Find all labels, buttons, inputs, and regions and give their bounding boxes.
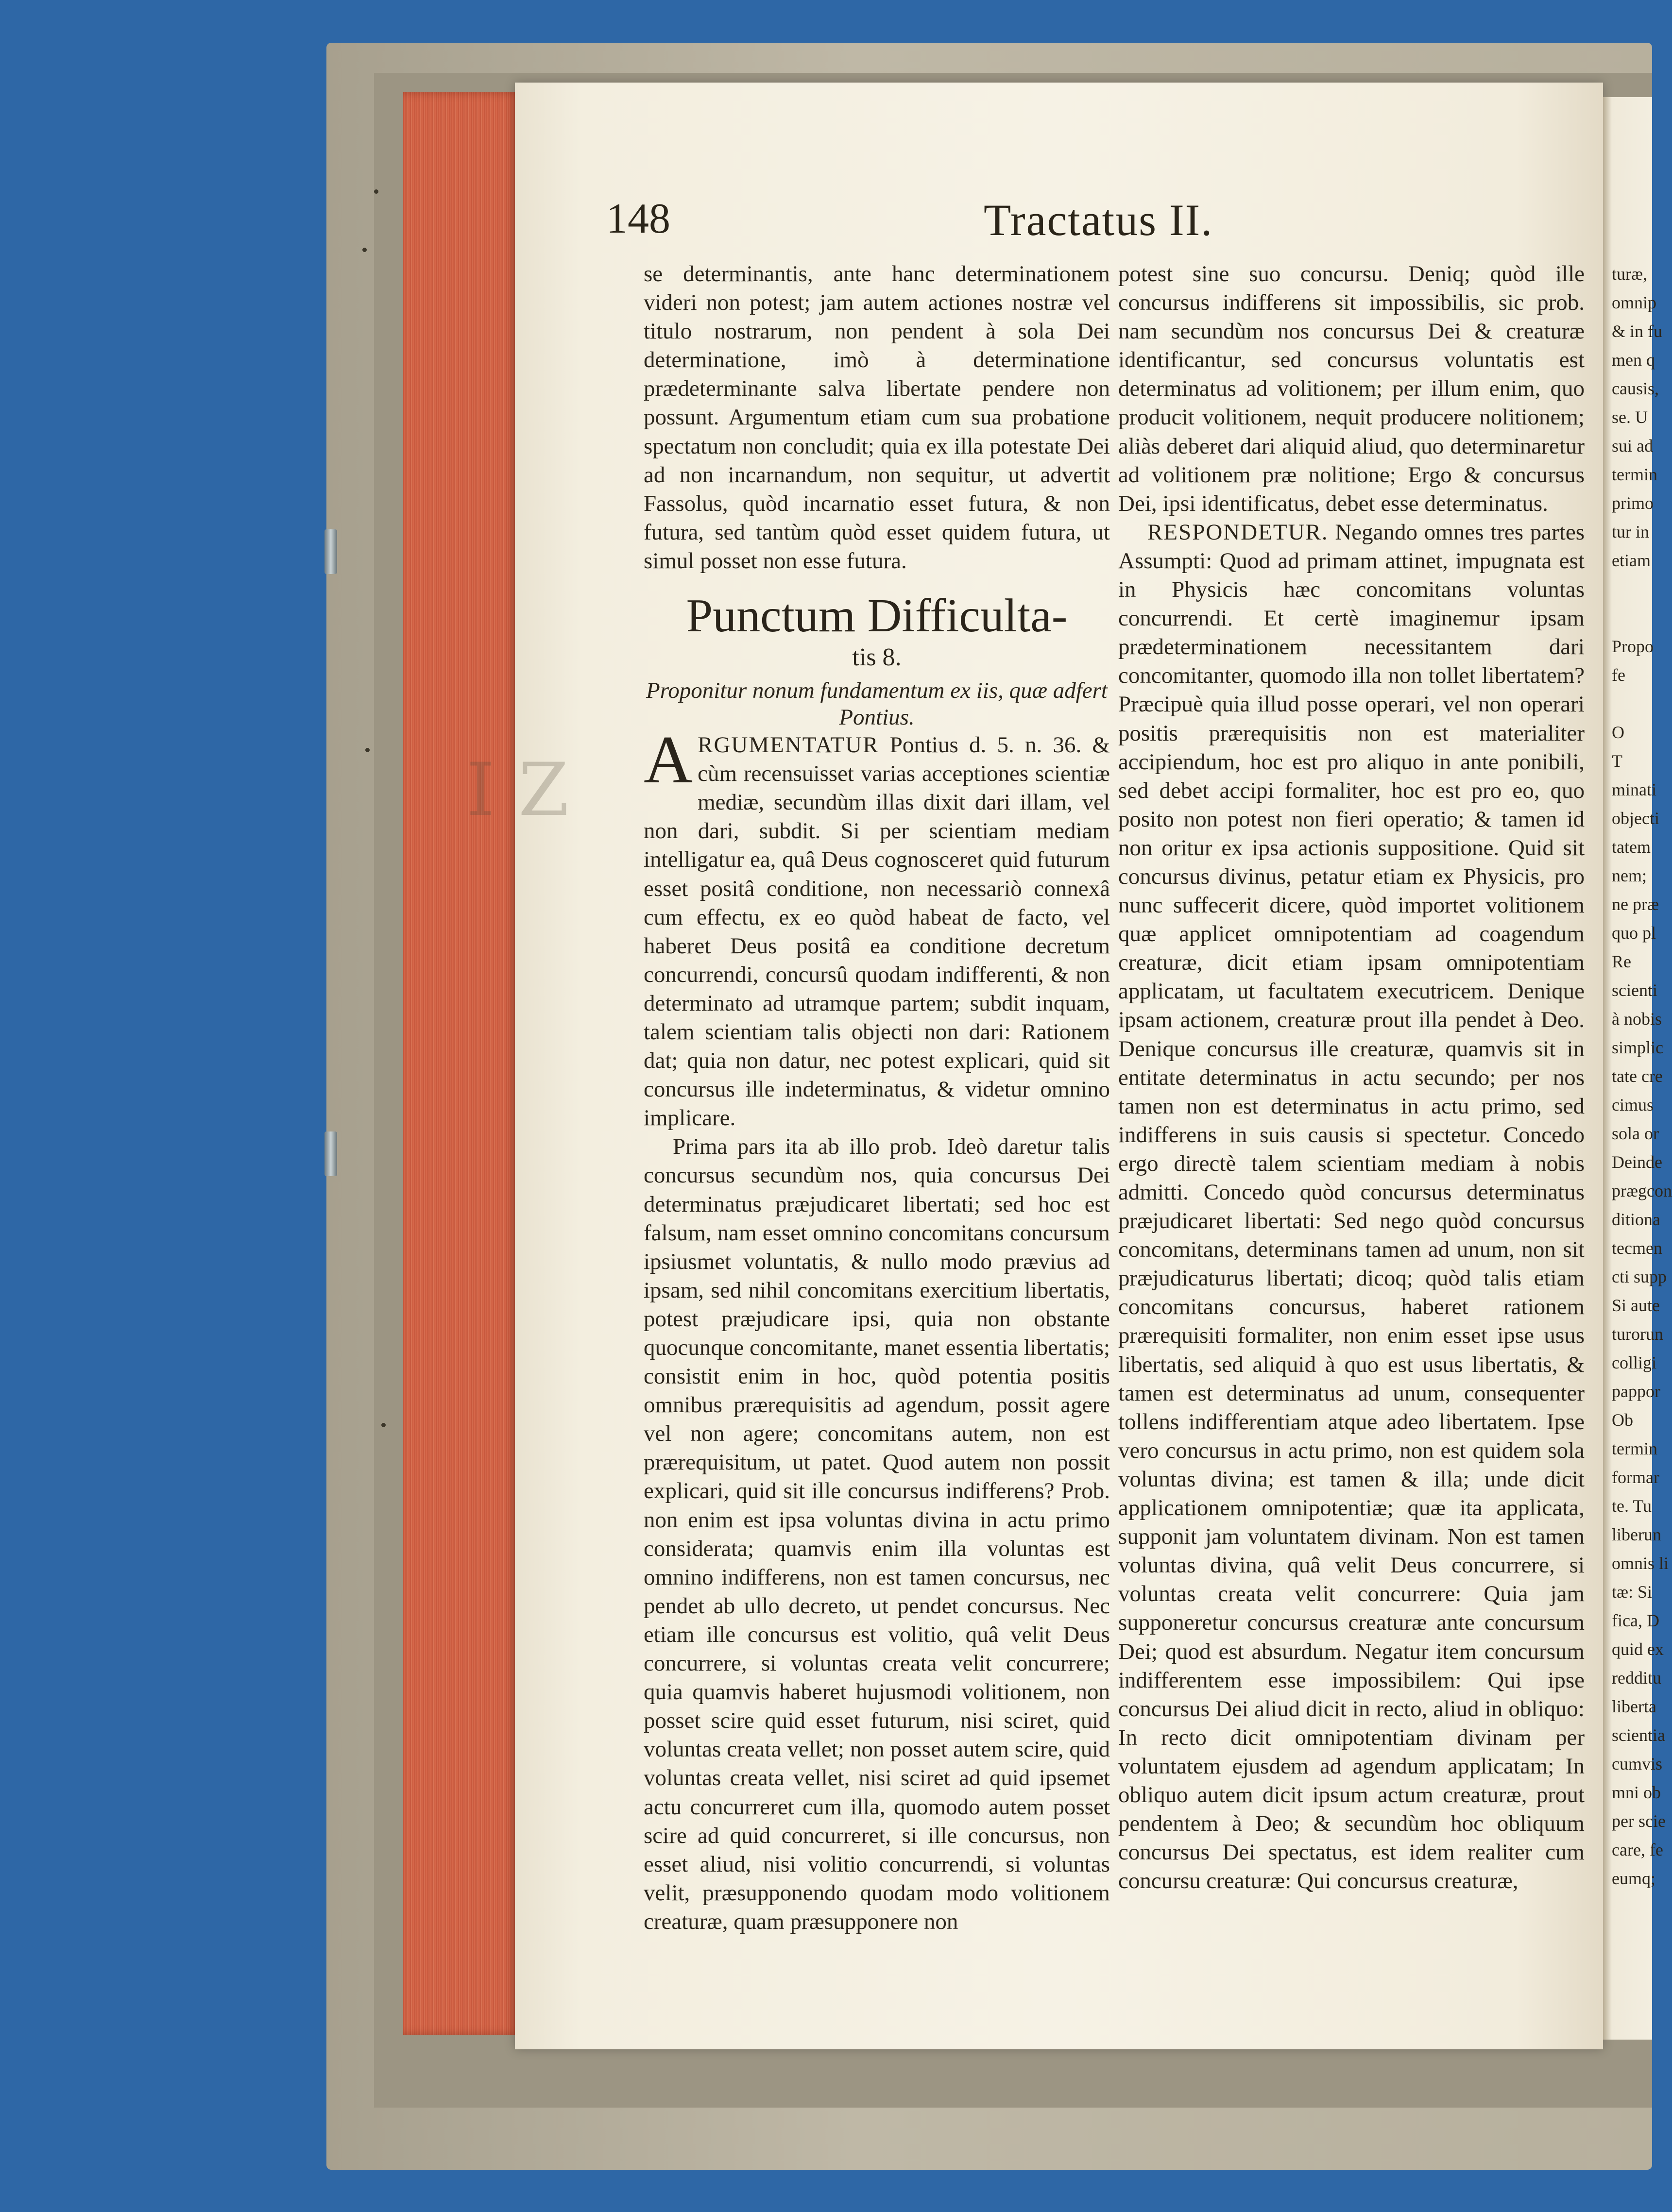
fragment-line: omnis li — [1612, 1553, 1669, 1573]
lead-word: RESPONDETUR. — [1147, 519, 1329, 545]
fragment-line: O — [1612, 723, 1624, 742]
fragment-line: prægcon — [1612, 1181, 1672, 1200]
fragment-line: primo — [1612, 493, 1654, 513]
fragment-line — [1612, 604, 1655, 632]
fragment-line: mni ob — [1612, 1783, 1661, 1802]
paragraph — [644, 722, 1110, 1132]
paragraph — [1118, 518, 1585, 1896]
fragment-line: tecmen — [1612, 1238, 1662, 1258]
text-column-right — [1118, 260, 1585, 1895]
fragment-line: turæ, — [1612, 264, 1648, 284]
fragment-line — [1612, 575, 1655, 604]
fragment-line: men q — [1612, 350, 1655, 370]
worm-hole — [381, 1423, 386, 1427]
page-edges — [403, 92, 520, 2035]
lead-word: RGUMENTATUR — [698, 732, 879, 758]
fragment-line — [1612, 690, 1655, 718]
fragment-line: eumq; — [1612, 1869, 1655, 1888]
section-heading: Punctum Difficulta- — [686, 590, 1068, 642]
fragment-line: tatem — [1612, 837, 1651, 857]
fragment-line: ne præ — [1612, 895, 1659, 914]
fragment-line: ditiona — [1612, 1210, 1660, 1229]
fragment-line: scienti — [1612, 980, 1657, 1000]
fragment-line: nem; — [1612, 866, 1647, 885]
fragment-line: Re — [1612, 952, 1631, 971]
fragment-line: termin — [1612, 465, 1657, 484]
fragment-line: objecti — [1612, 809, 1659, 828]
paragraph-text: Pontius d. 5. n. 36. & cùm recensuisset varias acceptiones scientiæ mediæ, secundùm illas dixit dari illam, vel non dari, subdit. Si per scientiam mediam intelligatur ea, quâ Deus cognosceret quid futurum esset positâ conditione, non necessariò connexâ cum effectu, ex eo quòd habeat de facto, vel haberet Deus positâ ea conditione decretum concurrendi, concursû quodam indifferenti, & non determinato ad utramque partem; subdit inquam, talem scientiam talis objecti non dari: Rationem dat; quia non datur, nec potest explicari, quid sit concursus ille indeterminatus, & videtur omnino implicare. — [644, 732, 1110, 1131]
fragment-line: formar — [1612, 1468, 1659, 1487]
fragment-line: colligi — [1612, 1353, 1656, 1372]
fragment-line: Si aute — [1612, 1296, 1660, 1315]
fragment-line: fica, D — [1612, 1611, 1659, 1630]
fragment-line: tæ: Si — [1612, 1582, 1653, 1602]
fragment-line: cumvis — [1612, 1754, 1662, 1773]
worm-hole — [365, 748, 370, 752]
fragment-line: termin — [1612, 1439, 1657, 1458]
fragment-line: care, fe — [1612, 1840, 1663, 1859]
fragment-line: & in fu — [1612, 321, 1662, 341]
paragraph: Prima pars ita ab illo prob. Ideò daretur talis concursus secundùm nos, quia concursus Dei determinatus præjudicaret libertati; sed hoc est falsum, nam esset omnino concomitans concursum ipsiusmet voluntatis, & nullo modo prævius ad ipsam, sed nihil concomitans exercitium libertatis, potest præjudicare ipsi, quia non obstante quocunque concomitante, manet essentia libertatis; consistit enim in hoc, quòd potentia positis omnibus prærequisitis ad agendum, possit agere vel non agere; concomitans autem, non est prærequisitum, ut patet. Quod autem non possit explicari, quid sit ille concursus indifferens? Prob. non enim est ipsa voluntas divina in actu primo considerata; quamvis enim illa voluntas est omnino indifferens, non est tamen concursus, nec pendet ab ullo decreto, ut pendet concursus. Nec etiam ille concursus est volitio, quâ velit Deus concurrere, si voluntas creata velit concurrere; quia quamvis haberet hujusmodi volitionem, non posset scire quid esset futurum, nisi sciret, quid voluntas creata vellet; non posset autem scire, quid voluntas creata vellet, nisi sciret ad quid ipsemet actu concurreret cum illa, quomodo autem posset scire ad quid concurreret, si ille concursus, non esset aliud, nisi volitio concurrendi, si voluntas velit, præsupponendo quodam modo volitionem creaturæ, quam præsupponere non — [644, 1134, 1110, 1934]
fragment-line: turorun — [1612, 1324, 1663, 1344]
worm-hole — [374, 189, 378, 194]
metal-clasp-upper — [324, 529, 337, 574]
fragment-line: T — [1612, 751, 1622, 771]
fragment-line: liberun — [1612, 1525, 1661, 1544]
paragraph-text: Negando omnes tres partes Assumpti: Quod ad primam attinet, impugnata est in Physicis hæc concomitans voluntas concurrendi. Et certè imaginemur ipsam prædeterminationem necessitantem dari concomitanter, quomodo illa non tollet libertatem? Præcipuè quia illud posse operari, vel non operari positis prærequisitis non est materialiter accipiendum, hoc est pro aliquo in ante ponibili, sed debet accipi formaliter, hoc est pro eo, quo posito non potest non fieri operatio; & tamen id non oritur ex ipsa actionis suppositione. Quid sit concursus divinus, petatur etiam ex Physicis, pro nunc suffecerit dicere, quòd importet volitionem quæ applicet omnipotentiam ad coagendum creaturæ, dicit etiam ipsam omnipotentiam applicatam, ut facultatem executricem. Denique ipsam actionem, creaturæ prout illa pendet à Deo. Denique concursus ille creaturæ, quamvis sit in entitate determinatus in actu secundo; per nos tamen non est determinatus in actu primo, sed indifferens in suis causis si spectetur. Concedo ergo directè talem scientiam mediam à nobis admitti. Concedo quòd concursus determinatus præjudicaret libertati: Sed nego quòd concursus concomitans, determinans tamen ad unum, non sit præjudicaturus libertati; dicoq; quòd talis etiam concomitans concursus, haberet rationem prærequisiti formaliter, non enim esset ipse usus libertatis, sed aliquid à quo est usus libertatis, & tamen est determinatus ad unum, consequenter tollens indifferentiam atque adeo libertatem. Ipse vero concursus in actu primo, non est quidem sola voluntas divina; est tamen & illa; unde dicit applicationem omnipotentiæ; quæ ita applicata, supponit jam voluntatem divinam. Non est tamen voluntas divina, quâ velit Deus concurrere, si voluntas creata velit concurrere: Quia jam supponeretur concursus creaturæ ante concursum Dei; quod est absurdum. Negatur item concursum indifferentem esse impossibilem: Qui ipse concursus Dei aliud dicit in recto, aliud in obliquo: In recto dicit omnipotentiam divinam per voluntatem ejusdem ad agendum applicatam; In obliquo autem dicit ipsum actum creaturæ, prout pendentem à Deo; & secundùm hoc obliquum concursus Dei spectatus, est idem realiter cum concursu creaturæ: Qui concursus creaturæ, — [1118, 519, 1585, 1894]
fragment-line: à nobis — [1612, 1009, 1662, 1029]
fragment-line: Ob — [1612, 1410, 1633, 1430]
section-heading-continued: tis 8. — [852, 643, 902, 672]
fragment-line: causis, — [1612, 379, 1659, 398]
fragment-line: per scie — [1612, 1811, 1666, 1831]
fragment-line: tate cre — [1612, 1066, 1663, 1086]
fragment-line: cti supp — [1612, 1267, 1667, 1286]
fragment-line: sui ad — [1612, 436, 1653, 456]
fragment-line: quid ex — [1612, 1639, 1664, 1659]
drop-capital: A — [644, 722, 693, 798]
fragment-line: Deinde — [1612, 1152, 1662, 1172]
paragraph: se determinantis, ante hanc determinationem videri non potest; jam autem actiones nostræ vel titulo nostrarum, non pendent à sola Dei determinatione, imò à determinatione prædeterminante salva libertate pendere non possunt. Argumentum etiam cum sua probatione spectatum non concludit; quia ex illa potestate Dei ad non incarnandum, non sequitur, ut advertit Fassolus, quòd incarnatio esset futura, & non futura, sed tantùm quòd esset quidem futura, ut simul posset non esse futura. — [644, 261, 1110, 574]
running-title: Tractatus II. — [984, 195, 1213, 245]
fragment-line: se. U — [1612, 407, 1648, 427]
fragment-line: Propo — [1612, 637, 1654, 656]
fragment-line: fe — [1612, 665, 1625, 685]
paragraph: potest sine suo concursu. Deniq; quòd ille concursus indifferens sit impossibilis, sic prob. nam secundùm nos concursus Dei & creaturæ identificantur, sed concursus voluntatis est determinatus ad volitionem; per illum enim, quo producit volitionem, nequit producere nolitionem; aliàs deberet dari aliquid aliud, quo determinaretur ad volitionem præ nolitione; Ergo & concursus Dei, ipsi identificatus, debet esse determinatus. — [1118, 261, 1585, 516]
section-subtitle: Proponitur nonum fundamentum ex iis, quæ adfert Pontius. — [646, 678, 1108, 730]
fragment-line: simplic — [1612, 1038, 1663, 1057]
metal-clasp-lower — [324, 1131, 337, 1176]
page-number: 148 — [606, 195, 670, 242]
text-column-left — [644, 260, 1110, 1936]
fragment-line: etiam — [1612, 551, 1651, 570]
fragment-line: omnip — [1612, 293, 1657, 312]
fragment-line: scientia — [1612, 1725, 1665, 1745]
fragment-line: sola or — [1612, 1124, 1659, 1143]
fragment-line: redditu — [1612, 1668, 1661, 1688]
fragment-line: cimus — [1612, 1095, 1654, 1114]
worm-hole — [362, 248, 367, 252]
fragment-line: pappor — [1612, 1382, 1660, 1401]
fragment-line: minati — [1612, 780, 1656, 799]
bleed-through-text: I Z — [466, 748, 569, 832]
fragment-line: liberta — [1612, 1697, 1656, 1716]
fragment-line: quo pl — [1612, 923, 1656, 943]
fragment-line: te. Tu — [1612, 1496, 1652, 1516]
fragment-line: tur in — [1612, 522, 1649, 541]
facing-page-fragment — [1612, 260, 1672, 1893]
